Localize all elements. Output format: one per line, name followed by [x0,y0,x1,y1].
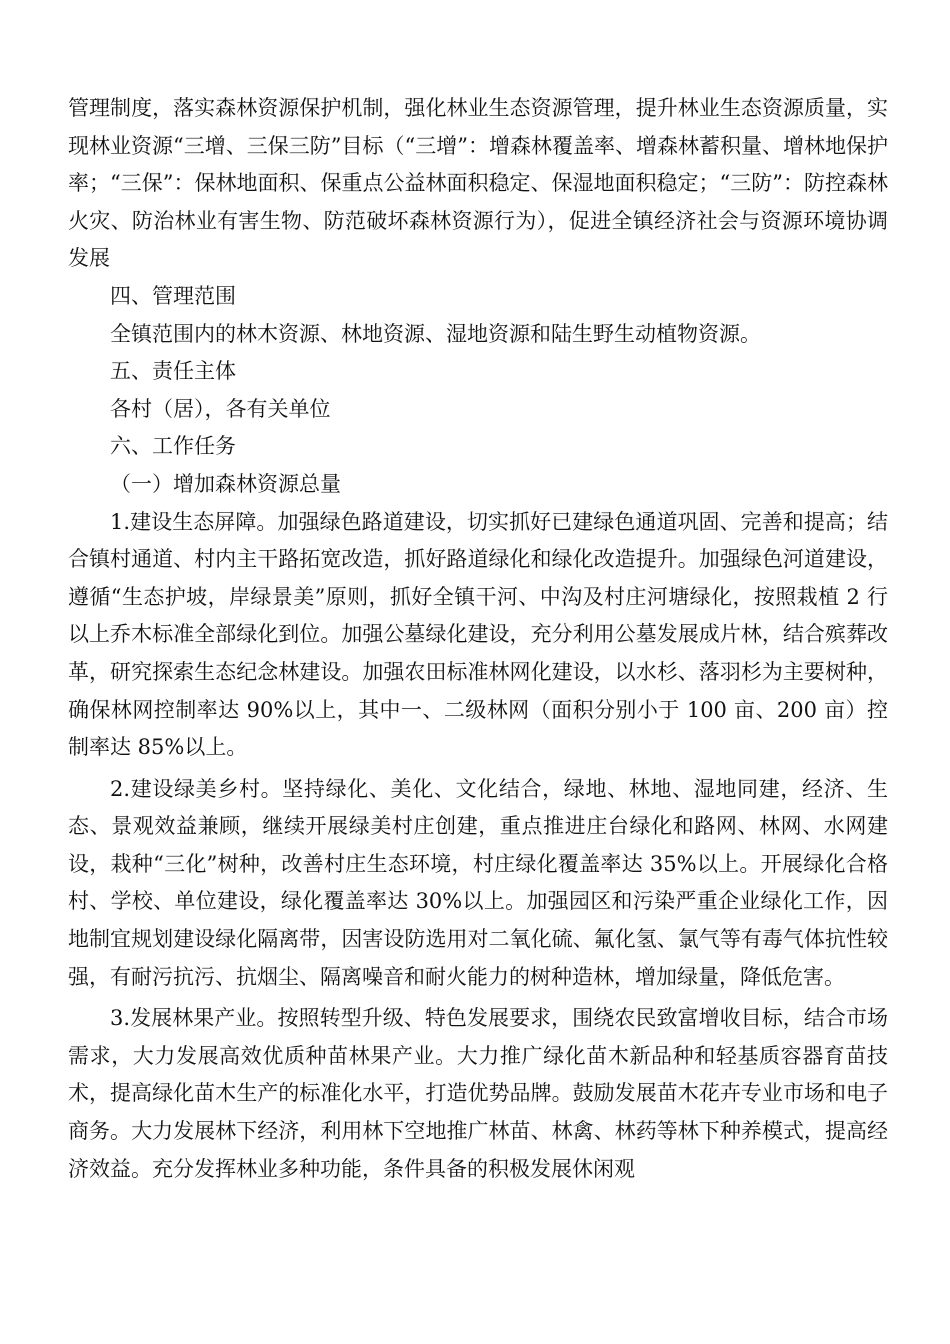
heading-work-tasks: 六、工作任务 [110,434,236,459]
heading-responsible-parties: 五、责任主体 [110,359,236,384]
paragraph-forest-fruit-industry: 3.发展林果产业。按照转型升级、特色发展要求，围绕农民致富增收目标，结合市场需求，大力发展高效优质种苗林果产业。大力推广绿化苗木新品种和轻基质容器育苗技术，提高绿化苗木生产的标准化水平，打造优势品牌。鼓励发展苗木花卉专业市场和电子商务。大力发展林下经济，利用林下空地推广林苗、林禽、林药等林下种养模式，提高经济效益。充分发挥林业多种功能，条件具备的积极发展休闲观 [68,1006,888,1181]
subheading-increase-forest-resources: （一）增加森林资源总量 [110,471,341,496]
paragraph-intro-continuation: 管理制度，落实森林资源保护机制，强化林业生态资源管理，提升林业生态资源质量，实现林业资源“三增、三保三防”目标（“三增”：增森林覆盖率、增森林蓄积量、增林地保护率；“三保”：保林地面积、保重点公益林面积稳定、保湿地面积稳定；“三防”：防控森林火灾、防治林业有害生物、防范破坏森林资源行为），促进全镇经济社会与资源环境协调发展 [68,96,888,271]
paragraph-green-villages: 2.建设绿美乡村。坚持绿化、美化、文化结合，绿地、林地、湿地同建，经济、生态、景观效益兼顾，继续开展绿美村庄创建，重点推进庄台绿化和路网、林网、水网建设，栽种“三化”树种，改善村庄生态环境，村庄绿化覆盖率达 35%以上。开展绿化合格村、学校、单位建设，绿化覆盖率达 30%以上。加强园区和污染严重企业绿化工作，因地制宜规划建设绿化隔离带，因害设防选用对二氧化硫、氟化氢、氯气等有毒气体抗性较强，有耐污抗污、抗烟尘、隔离噪音和耐火能力的树种造林，增加绿量，降低危害。 [68,776,888,989]
paragraph-responsible-parties: 各村（居），各有关单位 [110,396,331,421]
paragraph-management-scope: 全镇范围内的林木资源、林地资源、湿地资源和陆生野生动植物资源。 [110,321,761,346]
heading-management-scope: 四、管理范围 [110,283,236,308]
paragraph-ecological-barrier: 1.建设生态屏障。加强绿色路道建设，切实抓好已建绿色通道巩固、完善和提高；结合镇村通道、村内主干路拓宽改造，抓好路道绿化和绿化改造提升。加强绿色河道建设，遵循“生态护坡，岸绿景美”原则，抓好全镇干河、中沟及村庄河塘绿化，按照栽植 2 行以上乔木标准全部绿化到位。加强公墓绿化建设，充分利用公墓发展成片林，结合殡葬改革，研究探索生态纪念林建设。加强农田标准林网化建设，以水杉、落羽杉为主要树种，确保林网控制率达 90%以上，其中一、二级林网（面积分别小于 100 亩、200 亩）控制率达 85%以上。 [68,509,888,760]
document-page [68,90,888,1188]
